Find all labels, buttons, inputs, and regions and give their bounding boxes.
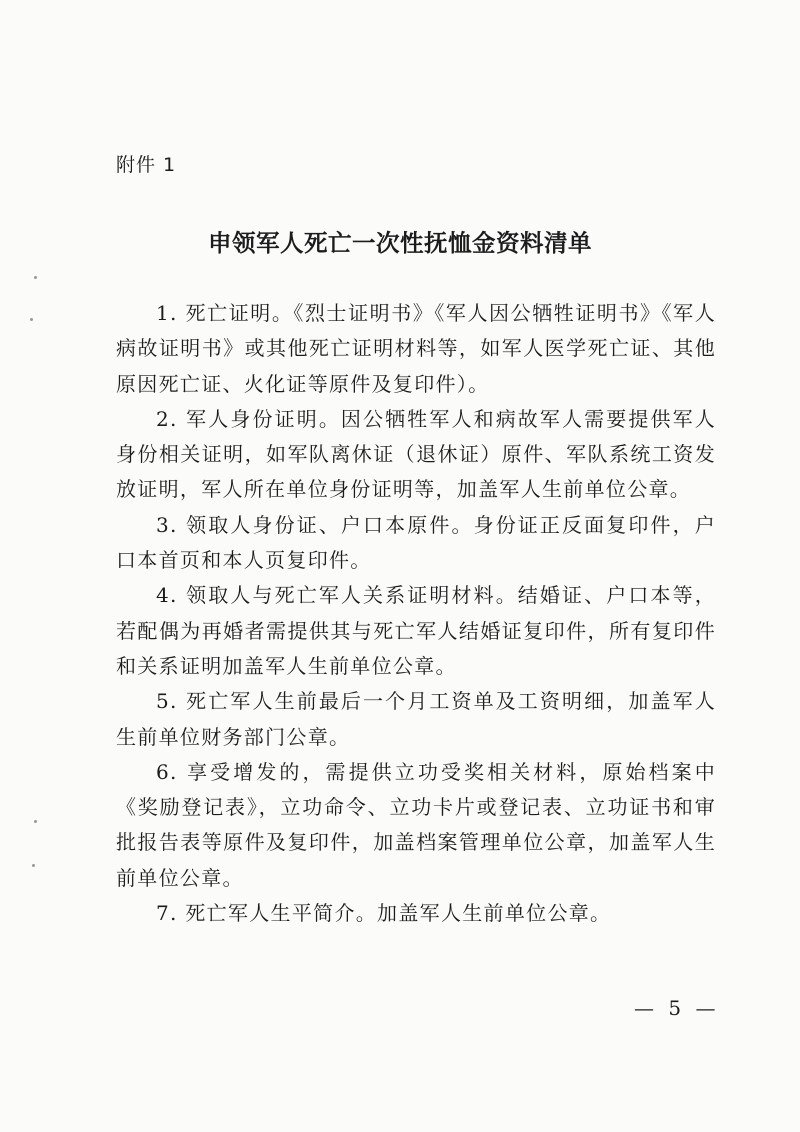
list-item-6: 6. 享受增发的，需提供立功受奖相关材料，原始档案中《奖励登记表》，立功命令、立功卡片或登记表、立功证书和审批报告表等原件及复印件，加盖档案管理单位公章，加盖军人生前单位公章。 <box>116 759 716 890</box>
page-number: — 5 — <box>634 996 720 1020</box>
scan-speck <box>30 318 33 321</box>
scan-speck <box>32 864 35 867</box>
list-item-2: 2. 军人身份证明。因公牺牲军人和病故军人需要提供军人身份相关证明，如军队离休证（退休证）原件、军队系统工资发放证明，军人所在单位身份证明等，加盖军人生前单位公章。 <box>116 406 716 502</box>
list-item-4: 4. 领取人与死亡军人关系证明材料。结婚证、户口本等，若配偶为再婚者需提供其与死亡军人结婚证复印件，所有复印件和关系证明加盖军人生前单位公章。 <box>116 583 716 678</box>
list-item-3: 3. 领取人身份证、户口本原件。身份证正反面复印件，户口本首页和本人页复印件。 <box>116 512 716 573</box>
document-title: 申领军人死亡一次性抚恤金资料清单 <box>208 229 592 257</box>
scan-speck <box>34 820 37 823</box>
list-item-7: 7. 死亡军人生平简介。加盖军人生前单位公章。 <box>156 901 612 926</box>
list-item-5: 5. 死亡军人生前最后一个月工资单及工资明细，加盖军人生前单位财务部门公章。 <box>116 689 716 749</box>
list-item-1: 1. 死亡证明。《烈士证明书》《军人因公牺牲证明书》《军人病故证明书》或其他死亡证明材料等，如军人医学死亡证、其他原因死亡证、火化证等原件及复印件）。 <box>116 301 716 396</box>
requirements-list <box>116 296 716 931</box>
attachment-label: 附件 1 <box>116 154 177 176</box>
scan-speck <box>34 276 37 279</box>
